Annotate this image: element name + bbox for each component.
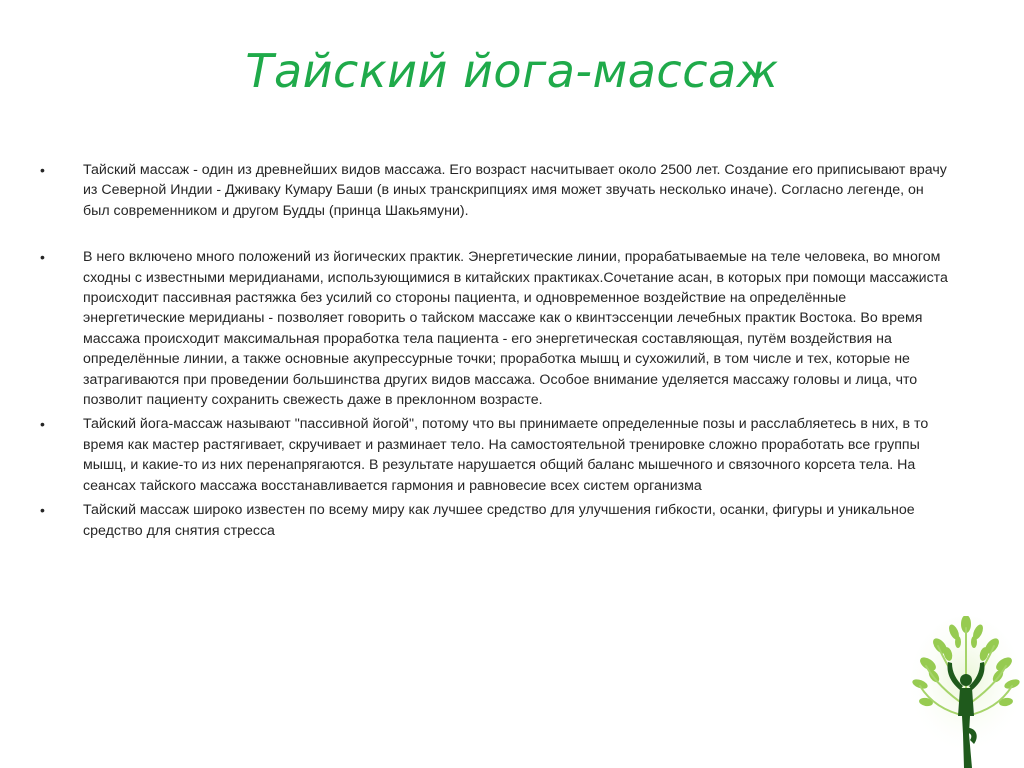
bullet-item: [40, 500, 950, 541]
bullet-text: В него включено много положений из йогических практик. Энергетические линии, прорабатываемые на теле человека, во многом сходны с известными меридианами, использующимися в китайских практиках.Сочетание асан, в которых при помощи массажиста происходит пассивная растяжка без усилий со стороны пациента, и одновременное воздействие на определённые энергетические меридианы - позволяет говорить о тайском массаже как о квинтэссенции лечебных практик Востока. Во время массажа происходит максимальная проработка тела пациента - его энергетическая составляющая, путём воздействия на определённые линии, а также основные акупрессурные точки; проработка мышц и сухожилий, в том числе и тех, которые не затрагиваются при проведении большинства других видов массажа. Особое внимание уделяется массажу головы и лица, что позволит пациенту сохранить свежесть даже в преклонном возрасте.: [83, 249, 948, 409]
bullet-text: Тайский йога-массаж называют "пассивной йогой", потому что вы принимаете определенные позы и расслабляетесь в них, в то время как мастер растягивает, скручивает и разминает тело. На самостоятельной тренировке сложно проработать все группы мышц, и какие-то из них перенапрягаются. В результате нарушается общий баланс мышечного и связочного корсета тела. На сеансах тайского массажа восстанавливается гармония и равновесие всех систем организма: [83, 416, 929, 494]
bullet-item: [40, 414, 950, 496]
bullet-marker: •: [40, 162, 45, 178]
bullet-item: [40, 247, 950, 410]
slide-title: Тайский йога-массаж: [245, 44, 779, 98]
bullet-text: Тайский массаж - один из древнейших видов массажа. Его возраст насчитывает около 2500 лет. Создание его приписывают врачу из Северной Индии - Дживаку Кумару Баши (в иных транскрипциях имя может звучать несколько иначе). Согласно легенде, он был современником и другом Будды (принца Шакьямуни).: [83, 162, 947, 219]
slide-content: [40, 160, 950, 545]
bullet-text: Тайский массаж широко известен по всему миру как лучшее средство для улучшения гибкости, осанки, фигуры и уникальное средство для снятия стресса: [83, 502, 915, 539]
bullet-marker: •: [40, 502, 45, 519]
bullet-marker: •: [40, 249, 45, 266]
bullet-item: [40, 160, 950, 221]
bullet-marker: •: [40, 416, 45, 433]
yoga-tree-icon: [908, 616, 1024, 768]
bullet-list: [40, 160, 950, 541]
